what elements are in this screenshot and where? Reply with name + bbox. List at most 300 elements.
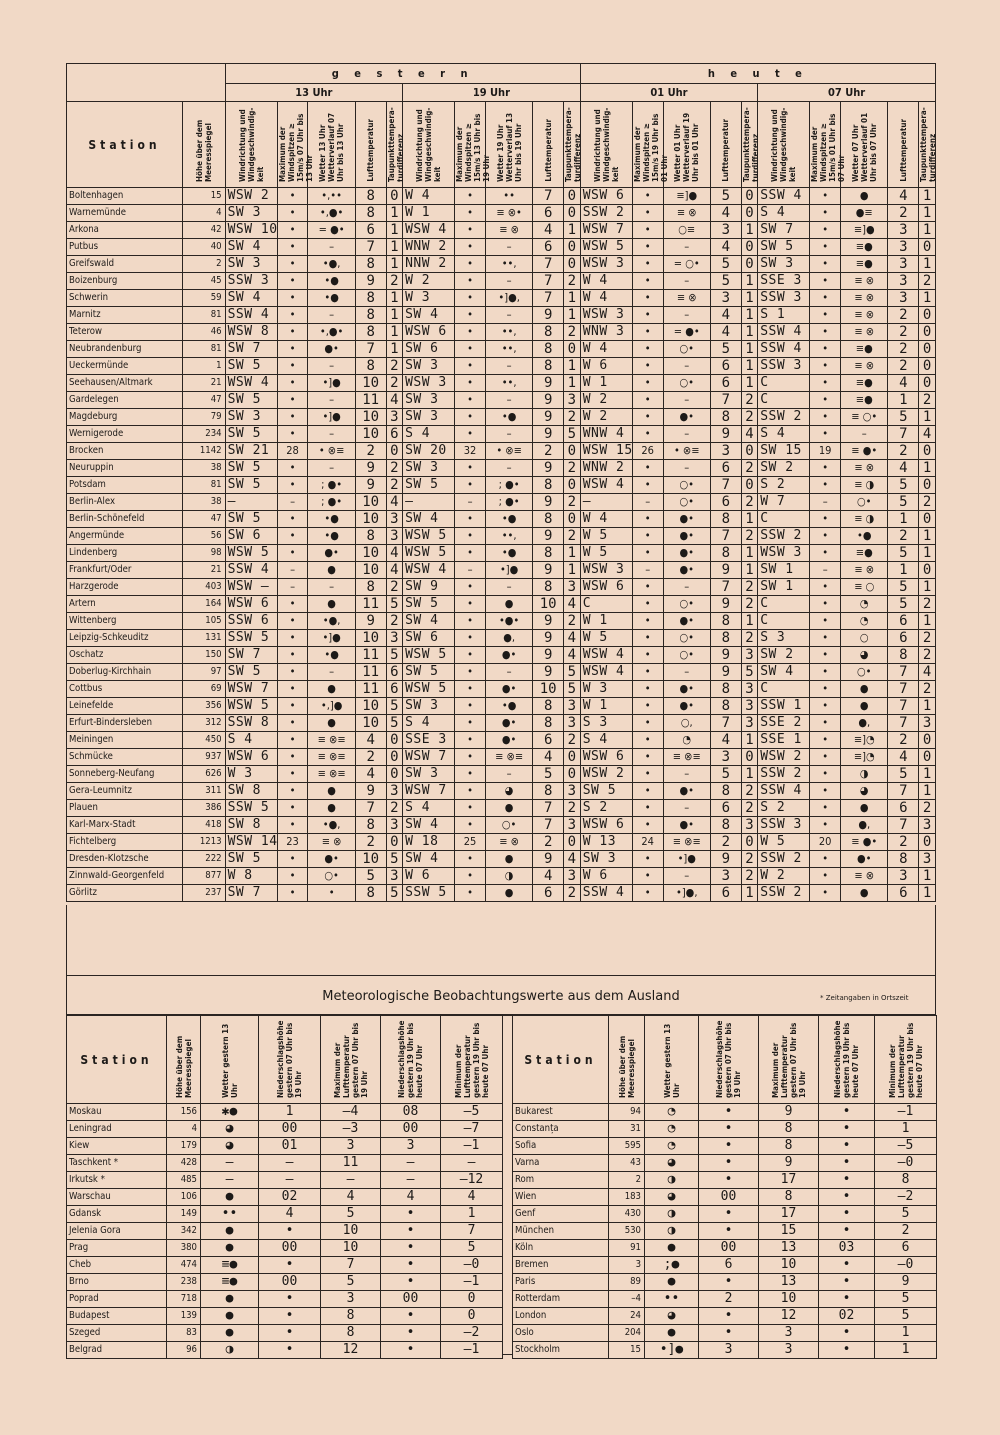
temp-01-cell: 5 [710, 273, 741, 290]
weather-19-cell: ≡ ⊗≡ [485, 749, 532, 766]
foreign-height-cell: 106 [167, 1189, 201, 1206]
weather-07-cell: ≡ ⊗ [841, 273, 888, 290]
weather-19-cell: ● [485, 851, 532, 868]
weather-13-cell: ○• [308, 868, 355, 885]
foreign-min-temp-cell: –1 [441, 1274, 503, 1291]
height-cell: 1213 [182, 834, 225, 851]
wind-01-cell: WSW 15 [580, 443, 632, 460]
dew-07-cell: 1 [919, 290, 936, 307]
dew-19-cell: 2 [564, 409, 581, 426]
temp-07-cell: 2 [888, 324, 919, 341]
gust-19-header: Maximum der Windspitzen ≥ 15m/s 13 Uhr bis 19 Uhr [455, 102, 486, 188]
foreign-min-temp-cell: 1 [875, 1121, 937, 1138]
wind-13-cell: WSW 5 [225, 698, 277, 715]
gust-13-cell: • [277, 511, 308, 528]
dew-07-cell: 0 [919, 443, 936, 460]
foreign-precip-day-cell: • [699, 1206, 759, 1223]
weather-13-cell: •●, [308, 256, 355, 273]
weather-13-cell: – [308, 392, 355, 409]
foreign-min-temp-cell: –12 [441, 1172, 503, 1189]
gust-19-cell: • [455, 358, 486, 375]
weather-19-cell: ••, [485, 528, 532, 545]
wind-01-cell: WSW 7 [580, 222, 632, 239]
temp-07-cell: 3 [888, 222, 919, 239]
foreign-max-temp-cell: –3 [321, 1121, 381, 1138]
wind-13-cell: WSW 6 [225, 749, 277, 766]
table-row [67, 375, 936, 392]
wind-07-cell: W 7 [758, 494, 810, 511]
gust-13-cell: • [277, 800, 308, 817]
dew-19-cell: 2 [564, 494, 581, 511]
temp-13-cell: 9 [355, 477, 386, 494]
weather-13-cell: ≡ ⊗≡ [308, 749, 355, 766]
weather-01-cell: – [663, 358, 710, 375]
station-cell: Teterow [67, 324, 183, 341]
dew-07-cell: 1 [919, 409, 936, 426]
temp-01-cell: 8 [710, 817, 741, 834]
dew-13-cell: 1 [386, 324, 403, 341]
wind-07-cell: W 2 [758, 868, 810, 885]
foreign-max-temp-cell: 11 [321, 1155, 381, 1172]
station-cell: Berlin-Schönefeld [67, 511, 183, 528]
wind-19-cell: NNW 2 [403, 256, 455, 273]
weather-19-cell: ● [485, 800, 532, 817]
foreign-station-cell: Cheb [67, 1257, 167, 1274]
wind-01-cell: C [580, 596, 632, 613]
temp-07-cell: 7 [888, 715, 919, 732]
foreign-station-cell: Sofia [513, 1138, 609, 1155]
table-row [513, 1189, 937, 1206]
temp-19-cell: 4 [533, 868, 564, 885]
temp-13-cell: 8 [355, 290, 386, 307]
gust-01-cell: • [632, 511, 663, 528]
dew-13-cell: 3 [386, 868, 403, 885]
gust-07-cell: • [810, 477, 841, 494]
dew-13-cell: 2 [386, 477, 403, 494]
table-row [67, 1257, 503, 1274]
gust-07-cell: • [810, 205, 841, 222]
foreign-max-temp-cell: – [321, 1172, 381, 1189]
temp-07-cell: 6 [888, 885, 919, 902]
temp-19-cell: 10 [533, 681, 564, 698]
foreign-height-cell: 595 [609, 1138, 645, 1155]
wind-07-cell: SW 1 [758, 562, 810, 579]
wind-19-cell: SW 6 [403, 341, 455, 358]
table-row [67, 1274, 503, 1291]
table-row [67, 613, 936, 630]
weather-07-cell: ◔ [841, 596, 888, 613]
temp-07-cell: 3 [888, 273, 919, 290]
foreign-precip-day-cell: • [259, 1223, 321, 1240]
gust-19-cell: • [455, 545, 486, 562]
foreign-station-cell: Poprad [67, 1291, 167, 1308]
wind-13-cell: SW 5 [225, 460, 277, 477]
temp-13-cell: 10 [355, 562, 386, 579]
weather-19-cell: ●• [485, 732, 532, 749]
weather-19-cell: ○• [485, 817, 532, 834]
temp-07-cell: 6 [888, 630, 919, 647]
gust-07-cell: • [810, 851, 841, 868]
gust-07-header: Maximum der Windspitzen ≥ 15m/s 01 Uhr bis 07 Uhr [810, 102, 841, 188]
foreign-precip-day-cell: 02 [259, 1189, 321, 1206]
weather-19-cell: •● [485, 511, 532, 528]
weather-01-cell: ○• [663, 375, 710, 392]
weather-19-cell: ◑ [485, 868, 532, 885]
dew-01-cell: 2 [741, 783, 758, 800]
gust-13-cell: • [277, 273, 308, 290]
foreign-station-cell: Constanța [513, 1121, 609, 1138]
temp-07-cell: 2 [888, 358, 919, 375]
dew-13-cell: 2 [386, 800, 403, 817]
temp-13-cell: 11 [355, 664, 386, 681]
weather-07-cell: ≡● [841, 341, 888, 358]
table-row [67, 443, 936, 460]
foreign-station-cell: Leningrad [67, 1121, 167, 1138]
foreign-station-cell: Belgrad [67, 1342, 167, 1359]
gust-19-cell: • [455, 868, 486, 885]
gust-01-cell: • [632, 715, 663, 732]
foreign-precip-day-cell: • [699, 1155, 759, 1172]
gust-01-cell: • [632, 766, 663, 783]
temp-19-cell: 8 [533, 341, 564, 358]
dew-13-cell: 2 [386, 613, 403, 630]
foreign-max-temp-cell: 8 [321, 1308, 381, 1325]
foreign-precip-night-cell: • [819, 1138, 875, 1155]
station-cell: Angermünde [67, 528, 183, 545]
weather-13-cell: ≡ ⊗≡ [308, 732, 355, 749]
station-cell: Brocken [67, 443, 183, 460]
wind-07-cell: SSW 2 [758, 766, 810, 783]
gust-13-cell: • [277, 698, 308, 715]
weather-07-cell: ●≡ [841, 205, 888, 222]
temp-19-cell: 2 [533, 443, 564, 460]
height-cell: 403 [182, 579, 225, 596]
wind-01-cell: W 6 [580, 868, 632, 885]
gust-07-cell: • [810, 698, 841, 715]
temp-07-cell: 4 [888, 188, 919, 205]
gust-13-cell: • [277, 222, 308, 239]
foreign-min-temp-cell: 5 [441, 1240, 503, 1257]
foreign-height-cell: 238 [167, 1274, 201, 1291]
gust-13-header: Maximum der Windspitzen ≥ 15m/s 07 Uhr bis 13 Uhr [277, 102, 308, 188]
dew-07-cell: 1 [919, 222, 936, 239]
dew-07-cell: 0 [919, 477, 936, 494]
foreign-weather-cell: ≡● [201, 1274, 259, 1291]
wind-07-cell: SW 4 [758, 664, 810, 681]
dew-07-cell: 1 [919, 460, 936, 477]
wind-01-cell: W 3 [580, 681, 632, 698]
wind-13-cell: SSW 6 [225, 613, 277, 630]
weather-13-cell: ● [308, 783, 355, 800]
dew-19-cell: 3 [564, 715, 581, 732]
weather-07-cell: ◑ [841, 766, 888, 783]
table-row [67, 698, 936, 715]
wind-07-cell: C [758, 681, 810, 698]
wind-07-cell: W 5 [758, 834, 810, 851]
dew-13-cell: 6 [386, 426, 403, 443]
weather-01-cell: ●• [663, 783, 710, 800]
dew-13-cell: 5 [386, 698, 403, 715]
gust-07-cell: • [810, 664, 841, 681]
foreign-precip-day-cell: 00 [259, 1240, 321, 1257]
gust-01-cell: • [632, 851, 663, 868]
temp-01-cell: 2 [710, 834, 741, 851]
temp-19-cell: 6 [533, 885, 564, 902]
temp-07-cell: 3 [888, 256, 919, 273]
dew-19-header: Taupunkttempera-turdifferenz [564, 102, 581, 188]
wind-01-cell: – [580, 494, 632, 511]
dew-19-cell: 0 [564, 443, 581, 460]
foreign-precip1-header-right: Niederschlagshöhe gestern 07 Uhr bis 19 Uhr [699, 1016, 759, 1104]
gust-07-cell: – [810, 494, 841, 511]
foreign-station-cell: Szeged [67, 1325, 167, 1342]
weather-01-header: Wetter 01 Uhr Wetterverlauf 19 Uhr bis 01 Uhr [663, 102, 710, 188]
dew-01-cell: 0 [741, 749, 758, 766]
weather-13-cell: ●• [308, 545, 355, 562]
temp-01-cell: 8 [710, 409, 741, 426]
foreign-weather-cell: ● [645, 1274, 699, 1291]
table-row [67, 392, 936, 409]
station-cell: Cottbus [67, 681, 183, 698]
wind-07-cell: S 2 [758, 800, 810, 817]
gust-01-cell: • [632, 749, 663, 766]
dew-13-cell: 1 [386, 341, 403, 358]
table-row [67, 596, 936, 613]
wind-01-cell: SW 5 [580, 783, 632, 800]
foreign-max-temp-cell: 9 [759, 1104, 819, 1121]
gust-01-cell: • [632, 307, 663, 324]
station-cell: Greifswald [67, 256, 183, 273]
dew-07-cell: 1 [919, 698, 936, 715]
gust-19-cell: • [455, 273, 486, 290]
foreign-weather-cell: •]● [645, 1342, 699, 1359]
temp-19-cell: 9 [533, 562, 564, 579]
wind-13-cell: SW 3 [225, 256, 277, 273]
table-row [67, 868, 936, 885]
table-row [67, 1104, 503, 1121]
foreign-min-temp-cell: 9 [875, 1274, 937, 1291]
temp-07-cell: 2 [888, 528, 919, 545]
station-cell: Schwerin [67, 290, 183, 307]
dew-13-cell: 1 [386, 205, 403, 222]
gust-01-cell: • [632, 205, 663, 222]
temp-01-cell: 9 [710, 851, 741, 868]
table-row [513, 1291, 937, 1308]
temp-01-cell: 5 [710, 188, 741, 205]
weather-07-cell: ● [841, 885, 888, 902]
foreign-station-cell: Moskau [67, 1104, 167, 1121]
table-row [67, 273, 936, 290]
wind-01-cell: WSW 5 [580, 239, 632, 256]
dew-19-cell: 2 [564, 885, 581, 902]
wind-13-cell: WSW 10 [225, 222, 277, 239]
foreign-left-body [67, 1104, 503, 1359]
gust-01-cell: • [632, 868, 663, 885]
foreign-weather-cell: ● [201, 1223, 259, 1240]
gust-07-cell: • [810, 868, 841, 885]
dew-07-cell: 1 [919, 766, 936, 783]
foreign-precip-night-cell: 3 [381, 1138, 441, 1155]
wind-07-cell: SSW 3 [758, 817, 810, 834]
height-cell: 105 [182, 613, 225, 630]
dew-01-cell: 1 [741, 562, 758, 579]
dew-01-cell: 0 [741, 477, 758, 494]
foreign-station-cell: Budapest [67, 1308, 167, 1325]
weather-01-cell: •]● [663, 851, 710, 868]
foreign-min-temp-cell: –0 [875, 1155, 937, 1172]
weather-13-cell: •,]● [308, 698, 355, 715]
foreign-station-cell: München [513, 1223, 609, 1240]
temp-07-cell: 3 [888, 290, 919, 307]
foreign-precip-day-cell: • [699, 1308, 759, 1325]
wind-13-cell: SW 5 [225, 426, 277, 443]
station-cell: Artern [67, 596, 183, 613]
dew-07-cell: 0 [919, 324, 936, 341]
station-cell: Erfurt-Bindersleben [67, 715, 183, 732]
weather-01-cell: = ●• [663, 324, 710, 341]
dew-13-cell: 4 [386, 562, 403, 579]
dew-07-cell: 0 [919, 732, 936, 749]
dew-07-cell: 0 [919, 834, 936, 851]
dew-01-cell: 2 [741, 851, 758, 868]
gust-19-cell: • [455, 800, 486, 817]
foreign-station-cell: Warschau [67, 1189, 167, 1206]
dew-07-cell: 2 [919, 392, 936, 409]
foreign-height-cell: 156 [167, 1104, 201, 1121]
wind-13-cell: W 8 [225, 868, 277, 885]
weather-19-cell: •• [485, 188, 532, 205]
weather-01-cell: – [663, 766, 710, 783]
wind-19-header: Windrichtung und Windgeschwindig-keit [403, 102, 455, 188]
temp-07-cell: 4 [888, 749, 919, 766]
wind-07-cell: SSW 2 [758, 851, 810, 868]
weather-19-cell: – [485, 239, 532, 256]
gust-13-cell: • [277, 528, 308, 545]
foreign-precip-day-cell: – [259, 1172, 321, 1189]
weather-13-cell: ● [308, 681, 355, 698]
foreign-precip-night-cell: • [819, 1257, 875, 1274]
weather-19-cell: ● [485, 596, 532, 613]
dew-01-cell: 2 [741, 460, 758, 477]
weather-13-cell: – [308, 579, 355, 596]
temp-19-cell: 9 [533, 375, 564, 392]
temp-13-cell: 8 [355, 205, 386, 222]
temp-13-header: Lufttemperatur [355, 102, 386, 188]
foreign-precip-night-cell: • [819, 1189, 875, 1206]
table-row [513, 1206, 937, 1223]
dew-13-cell: 5 [386, 647, 403, 664]
station-cell: Neuruppin [67, 460, 183, 477]
wind-19-cell: SW 9 [403, 579, 455, 596]
foreign-weather-cell: ◕ [645, 1189, 699, 1206]
dew-13-cell: 4 [386, 392, 403, 409]
dew-19-cell: 3 [564, 579, 581, 596]
wind-07-cell: SW 15 [758, 443, 810, 460]
foreign-height-cell: 4 [167, 1121, 201, 1138]
gust-07-cell: • [810, 630, 841, 647]
weather-13-cell: ●• [308, 341, 355, 358]
dew-01-cell: 0 [741, 239, 758, 256]
gust-07-cell: • [810, 239, 841, 256]
table-row [67, 188, 936, 205]
temp-01-cell: 3 [710, 868, 741, 885]
gust-01-cell: • [632, 273, 663, 290]
temp-01-cell: 4 [710, 205, 741, 222]
temp-07-cell: 7 [888, 783, 919, 800]
foreign-height-cell: 428 [167, 1155, 201, 1172]
wind-19-cell: S 4 [403, 715, 455, 732]
foreign-precip-night-cell: • [381, 1342, 441, 1359]
dew-01-cell: 1 [741, 613, 758, 630]
gust-01-cell: • [632, 290, 663, 307]
weather-19-cell: •● [485, 698, 532, 715]
foreign-weather-cell: ◑ [645, 1172, 699, 1189]
height-cell: 56 [182, 528, 225, 545]
height-cell: 69 [182, 681, 225, 698]
weather-13-cell: •]● [308, 375, 355, 392]
wind-19-cell: SW 3 [403, 698, 455, 715]
temp-19-cell: 9 [533, 426, 564, 443]
dew-19-cell: 1 [564, 358, 581, 375]
dew-01-cell: 1 [741, 732, 758, 749]
dew-19-cell: 2 [564, 273, 581, 290]
temp-01-cell: 8 [710, 681, 741, 698]
gust-07-cell: • [810, 188, 841, 205]
weather-07-cell: ≡● [841, 545, 888, 562]
weather-13-cell: – [308, 460, 355, 477]
station-cell: Plauen [67, 800, 183, 817]
gust-13-cell: • [277, 596, 308, 613]
temp-07-cell: 4 [888, 375, 919, 392]
wind-13-cell: SW 3 [225, 409, 277, 426]
wind-07-cell: SW 3 [758, 256, 810, 273]
weather-01-cell: • ⊗≡ [663, 443, 710, 460]
table-row [67, 681, 936, 698]
table-row [67, 1172, 503, 1189]
foreign-min-temp-cell: 0 [441, 1308, 503, 1325]
weather-01-cell: – [663, 460, 710, 477]
wind-13-cell: WSW 2 [225, 188, 277, 205]
wind-07-cell: SSW 2 [758, 409, 810, 426]
header-13-uhr: 13 Uhr [225, 84, 403, 102]
station-cell: Meiningen [67, 732, 183, 749]
wind-13-cell: SSW 4 [225, 307, 277, 324]
foreign-weather-header: Wetter gestern 13 Uhr [201, 1016, 259, 1104]
dew-13-cell: 0 [386, 766, 403, 783]
height-cell: 21 [182, 375, 225, 392]
table-row [67, 851, 936, 868]
foreign-height-cell: 139 [167, 1308, 201, 1325]
foreign-precip-night-cell: • [381, 1274, 441, 1291]
weather-19-cell: ••, [485, 341, 532, 358]
temp-19-cell: 6 [533, 205, 564, 222]
foreign-height-cell: 3 [609, 1257, 645, 1274]
wind-13-cell: SW 8 [225, 783, 277, 800]
dew-01-cell: 1 [741, 375, 758, 392]
weather-07-cell: ○• [841, 494, 888, 511]
foreign-max-temp-cell: 10 [759, 1291, 819, 1308]
dew-07-cell: 3 [919, 715, 936, 732]
table-row [67, 1121, 503, 1138]
weather-19-cell: • ⊗≡ [485, 443, 532, 460]
foreign-max-temp-cell: 3 [759, 1342, 819, 1359]
weather-13-cell: •]● [308, 409, 355, 426]
dew-07-cell: 3 [919, 851, 936, 868]
foreign-height-cell: 91 [609, 1240, 645, 1257]
temp-01-cell: 8 [710, 511, 741, 528]
wind-19-cell: SSE 3 [403, 732, 455, 749]
dew-19-cell: 5 [564, 664, 581, 681]
